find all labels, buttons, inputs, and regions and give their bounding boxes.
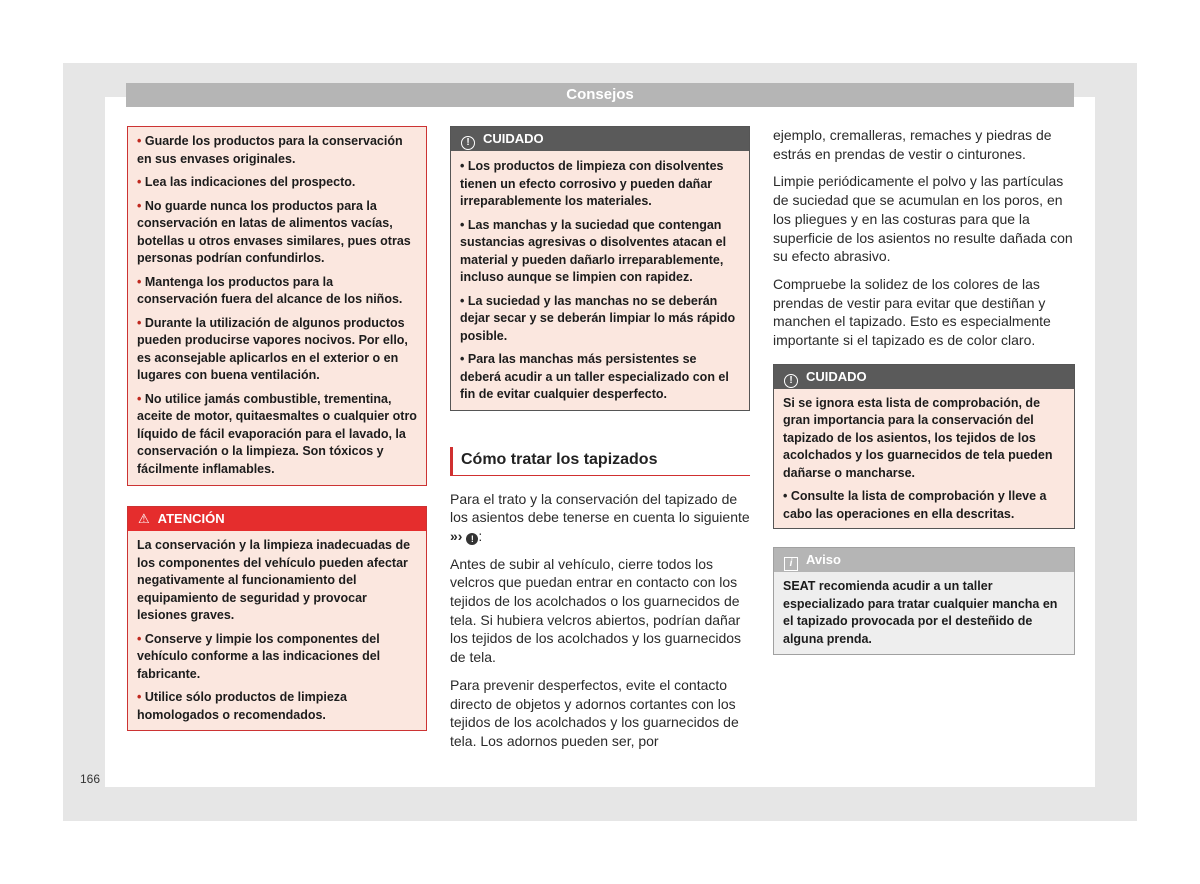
info-square-icon: i <box>784 557 798 571</box>
body-text-col3 <box>773 126 1075 350</box>
atencion-item: • Utilice sólo productos de limpieza homologados o recomendados. <box>137 690 347 722</box>
paragraph: Limpie periódicamente el polvo y las partículas de suciedad que se acumulan en los poros, en los pliegues y en las costuras para que la superficie de los asientos no resulte dañada con su efecto abrasivo. <box>773 173 1073 265</box>
cuidado-intro: Si se ignora esta lista de comprobación, de gran importancia para la conservación del tapizado de los asientos, los tejidos de los acolchados y los guarnecidos de tela pueden dañarse o mancharse. <box>783 395 1053 480</box>
aviso-box <box>773 547 1075 655</box>
tip-item: • Mantenga los productos para la conservación fuera del alcance de los niños. <box>137 274 403 306</box>
cuidado-item: • Para las manchas más persistentes se deberá acudir a un taller especializado con el fin de evitar cualquier desperfecto. <box>460 352 729 401</box>
column-2 <box>450 126 750 760</box>
column-1 <box>127 126 427 731</box>
cuidado-box-1 <box>450 126 750 411</box>
tip-item: • No utilice jamás combustible, trementina, aceite de motor, quitaesmaltes o cualquier otro líquido de fácil evaporación para el lavado, la conservación o la limpieza. Son tóxicos y fácilmente inflamables. <box>137 391 417 476</box>
paragraph: Compruebe la solidez de los colores de las prendas de vestir para evitar que destiñan y manchen el tapizado. Esto es especialmente importante si el tapizado es de color claro. <box>773 275 1051 349</box>
section-title: Cómo tratar los tapizados <box>450 447 750 476</box>
paragraph: Para prevenir desperfectos, evite el contacto directo de objetos y adornos cortantes con los tejidos de los acolchados y los guarnecidos de tela. Los adornos pueden ser, por <box>450 676 739 749</box>
aviso-header: i Aviso <box>774 548 1074 572</box>
tip-item: • Lea las indicaciones del prospecto. <box>137 175 356 189</box>
section-header: Consejos <box>126 83 1074 107</box>
column-3 <box>773 126 1075 655</box>
tip-item: • No guarde nunca los productos para la conservación en latas de alimentos vacías, botellas u otros envases similares, pues otras personas podrían confundirlos. <box>137 198 411 265</box>
paragraph: Para el trato y la conservación del tapizado de los asientos debe tenerse en cuenta lo siguiente »› ! : <box>450 490 750 544</box>
cuidado-item: • Los productos de limpieza con disolventes tienen un efecto corrosivo y pueden dañar irreparablemente los materiales. <box>460 159 724 208</box>
body-text-col2 <box>450 490 750 751</box>
info-circle-icon: ! <box>461 136 475 150</box>
paragraph: ejemplo, cremalleras, remaches y piedras de estrás en prendas de vestir o cinturones. <box>773 127 1052 162</box>
page-number: 166 <box>80 772 101 786</box>
caution-inline-icon: ! <box>466 533 478 545</box>
cuidado-header: ! CUIDADO <box>774 365 1074 389</box>
cuidado-item: • Las manchas y la suciedad que contengan sustancias agresivas o disolventes atacan el material y pueden dañarlo irreparablemente, incluso aunque se limpien con rapidez. <box>460 217 727 284</box>
paragraph: Antes de subir al vehículo, cierre todos los velcros que puedan entrar en contacto con los tejidos de los acolchados o los guarnecidos de tela. Si hubiera velcros abiertos, podrían dañar los tejidos de los acolchados y los guarnecidos de tela. <box>450 555 742 666</box>
atencion-intro: La conservación y la limpieza inadecuadas de los componentes del vehículo pueden afectar negativamente al funcionamiento del equipamiento de seguridad y provocar lesiones graves. <box>137 538 411 622</box>
atencion-item: • Conserve y limpie los componentes del vehículo conforme a las indicaciones del fabricante. <box>137 631 381 681</box>
atencion-box <box>127 506 427 731</box>
tip-item: • Durante la utilización de algunos productos pueden producirse vapores nocivos. Por ello, es aconsejable aplicarlos en el exterior o en lugares con buena ventilación. <box>137 315 408 382</box>
info-circle-icon: ! <box>784 374 798 388</box>
warning-triangle-icon: ⚠ <box>138 511 150 526</box>
cuidado-header: ! CUIDADO <box>451 127 749 151</box>
cuidado-item: • Consulte la lista de comprobación y lleve a cabo las operaciones en ella descritas. <box>783 489 1047 521</box>
aviso-text: SEAT recomienda acudir a un taller especializado para tratar cualquier mancha en el tapizado provocada por el desteñido de alguna prenda. <box>783 579 1058 646</box>
cuidado-box-2 <box>773 364 1075 530</box>
tip-item: • Guarde los productos para la conservación en sus envases originales. <box>137 134 403 166</box>
cuidado-item: • La suciedad y las manchas no se deberán dejar secar y se deberán limpiar lo más rápido posible. <box>460 293 736 343</box>
atencion-header: ⚠ ATENCIÓN <box>128 507 426 531</box>
tips-box <box>127 126 427 486</box>
